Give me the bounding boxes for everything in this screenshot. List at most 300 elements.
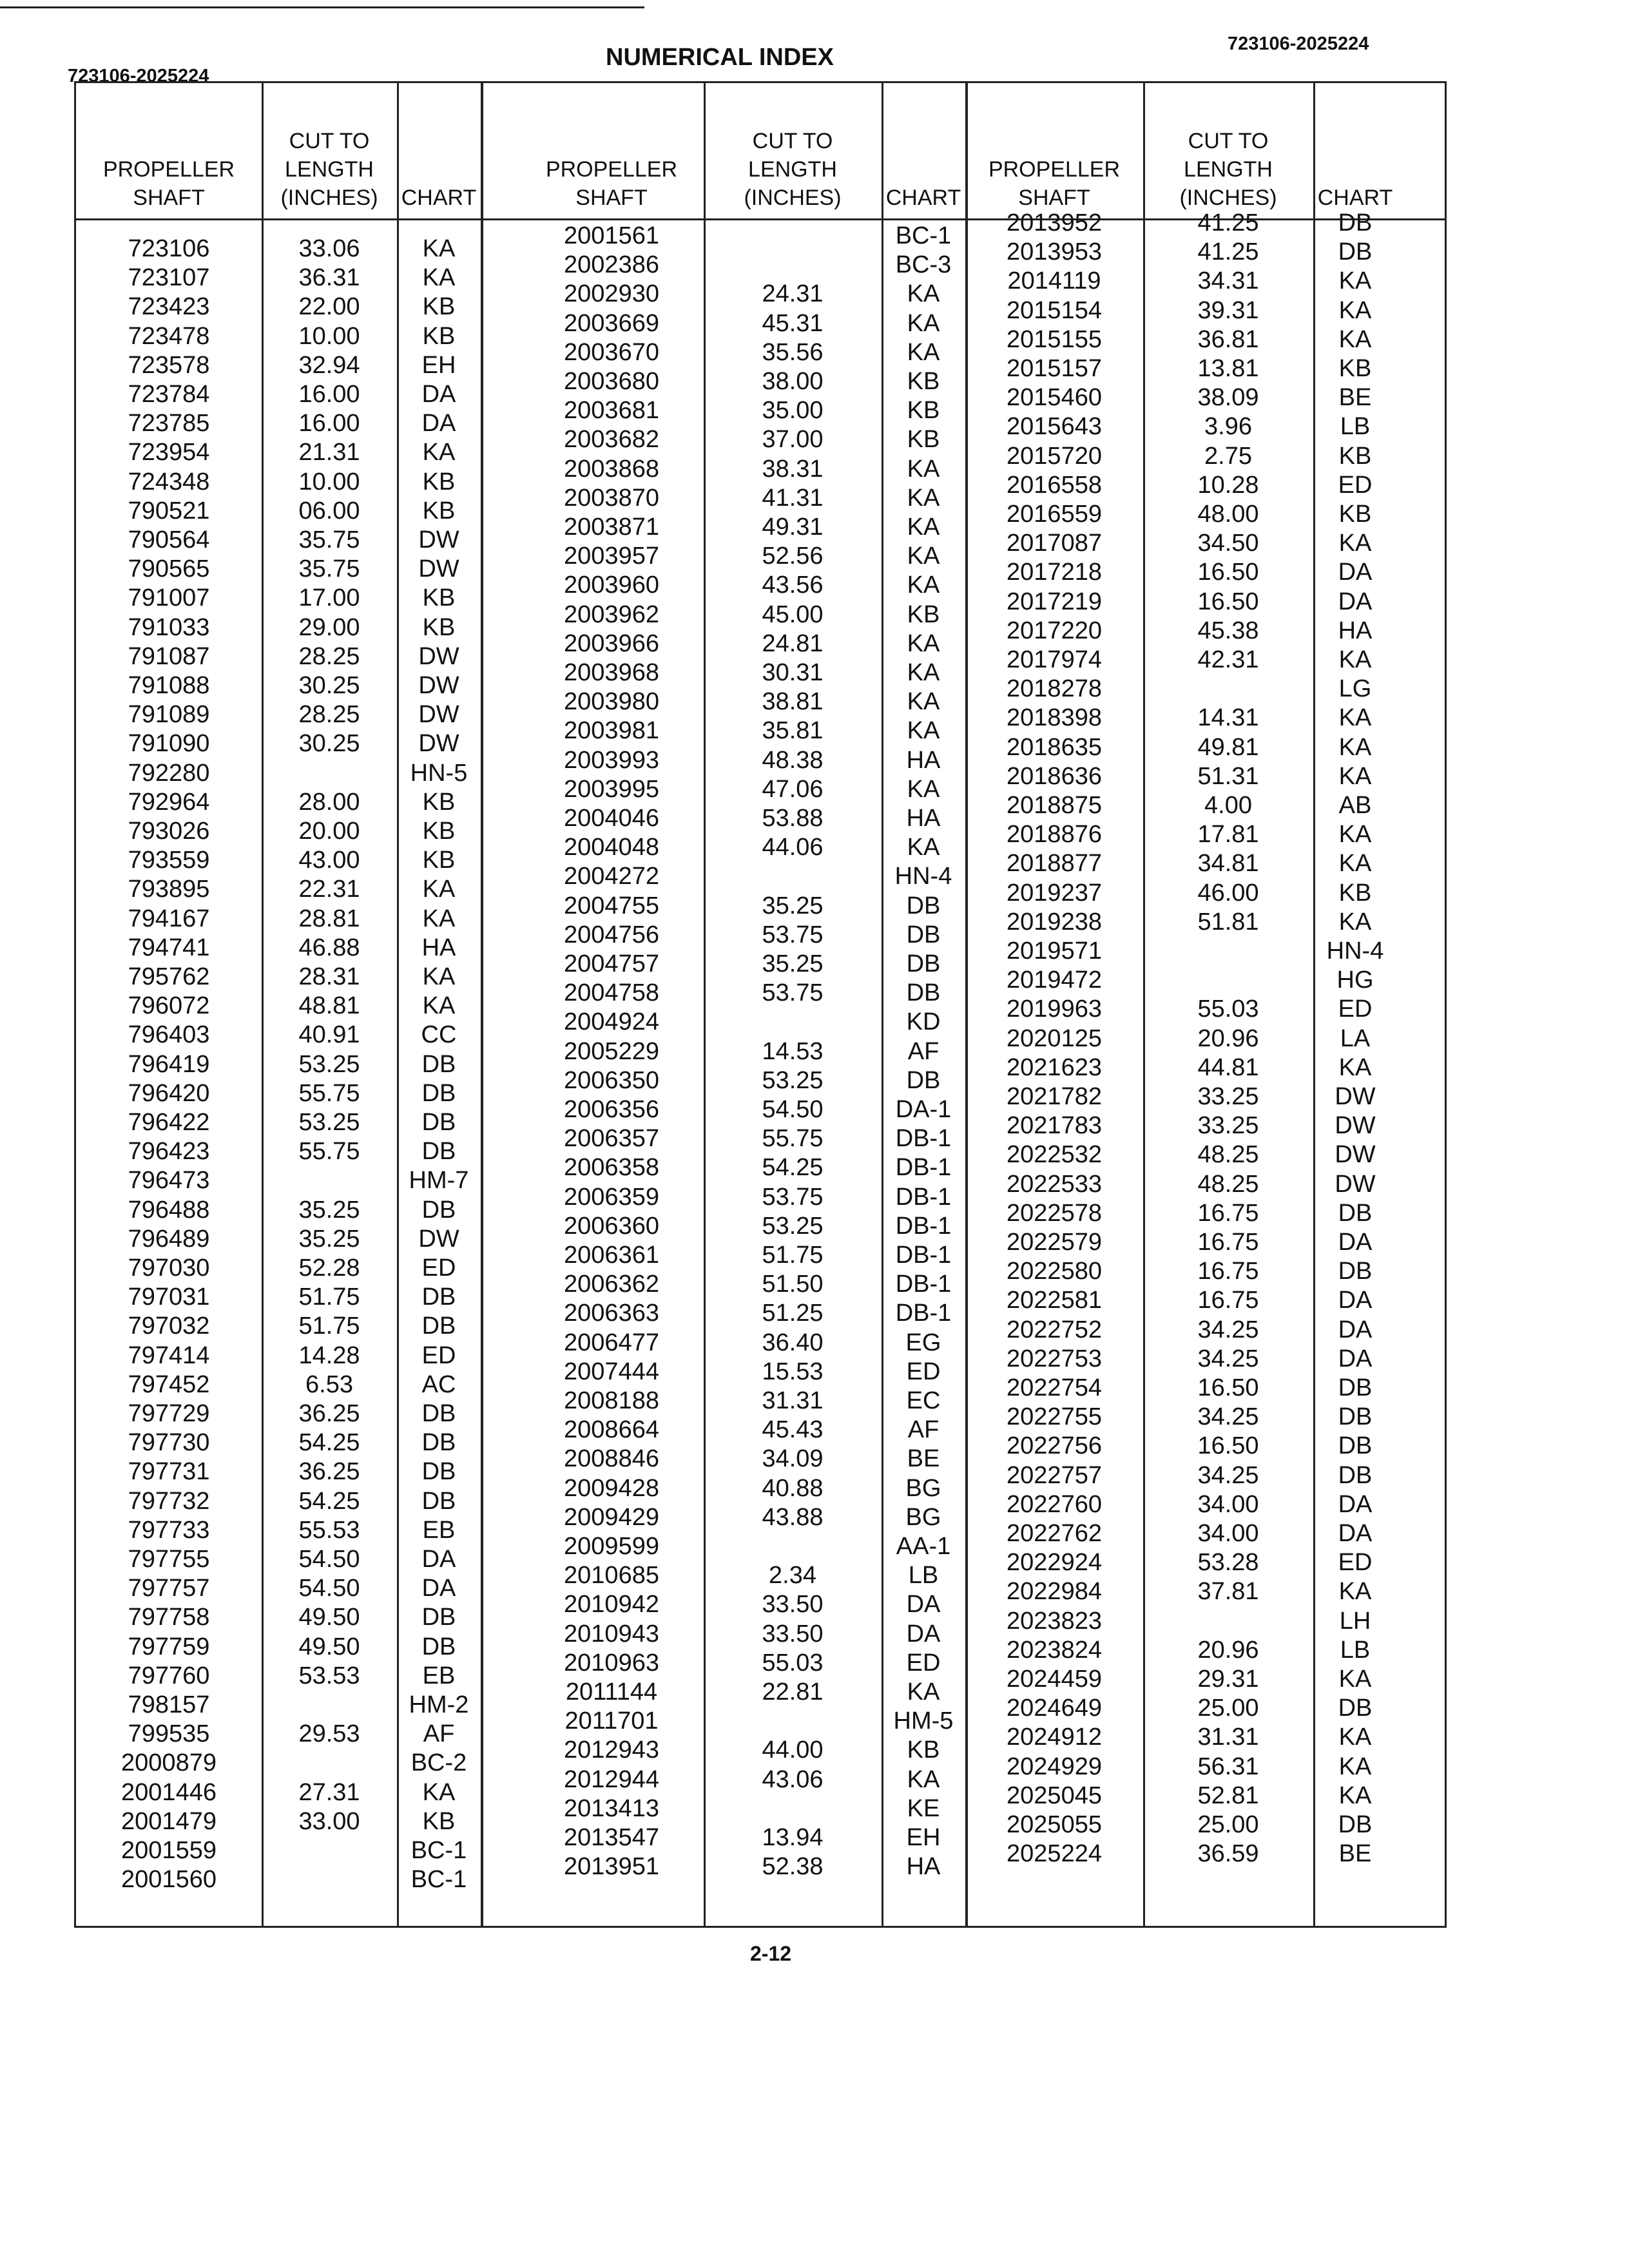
cut-length-cell: 51.50 [762,1271,824,1298]
header-propeller-shaft: PROPELLER SHAFT [988,157,1121,210]
propeller-shaft-cell: 796422 [128,1109,210,1136]
propeller-shaft-cell: 724348 [128,468,210,495]
cut-length-cell: 55.75 [298,1079,360,1107]
chart-cell: DB [421,1138,456,1166]
cut-length-cell: 43.00 [298,847,360,874]
cut-length-cell: 53.75 [762,921,824,948]
header-cut-to-length: CUT TO LENGTH (INCHES) [744,129,842,210]
chart-cell: ED [421,1254,456,1282]
cut-length-cell: 10.28 [1197,471,1259,499]
chart-cell: ED [1338,995,1373,1023]
chart-cell: DW [418,642,459,670]
chart-cell: KA [1338,733,1372,761]
chart-cell: KB [907,368,940,395]
propeller-shaft-cell: 2006363 [564,1300,659,1327]
propeller-shaft-cell: 2004046 [564,805,659,832]
propeller-shaft-cell: 2024929 [1007,1753,1102,1780]
propeller-shaft-cell: 2002386 [564,251,659,279]
propeller-shaft-cell: 723785 [128,410,210,437]
propeller-shaft-cell: 2006357 [564,1125,659,1153]
chart-cell: DW [418,701,459,729]
cut-length-cell: 35.75 [298,555,360,583]
numerical-index-table [74,81,1447,1928]
chart-cell: DA [906,1620,941,1648]
cut-length-cell: 16.00 [298,410,360,437]
chart-cell: KB [422,788,456,816]
propeller-shaft-cell: 2018398 [1007,704,1102,732]
cut-length-cell: 38.00 [762,368,824,395]
propeller-shaft-cell: 797757 [128,1575,210,1602]
propeller-shaft-cell: 2007444 [564,1358,659,1385]
propeller-shaft-cell: 796488 [128,1196,210,1224]
header-propeller-shaft: PROPELLER SHAFT [102,157,235,210]
cut-length-cell: 13.81 [1197,355,1259,382]
propeller-shaft-cell: 797759 [128,1633,210,1660]
chart-cell: EB [422,1516,456,1544]
header-range-left: 723106-2025224 [68,66,209,86]
cut-length-cell: 54.50 [298,1575,360,1602]
chart-cell: DB [1338,1258,1373,1285]
chart-cell: BE [1338,1840,1372,1868]
propeller-shaft-cell: 2006362 [564,1271,659,1298]
cut-length-cell: 16.50 [1197,559,1259,586]
chart-cell: DA [1338,588,1373,615]
propeller-shaft-cell: 2015720 [1007,442,1102,470]
cut-length-cell: 49.31 [762,514,824,541]
propeller-shaft-cell: 797758 [128,1604,210,1631]
chart-cell: DB [421,1079,456,1107]
chart-cell: ED [1338,1549,1373,1577]
cut-length-cell: 13.94 [762,1824,824,1851]
propeller-shaft-cell: 793026 [128,818,210,845]
cut-length-cell: 43.88 [762,1503,824,1531]
propeller-shaft-cell: 2019238 [1007,908,1102,936]
cut-length-cell: 34.00 [1197,1490,1259,1518]
cut-length-cell: 24.81 [762,629,824,657]
cut-length-cell: 30.25 [298,730,360,758]
chart-cell: DA [906,1591,941,1619]
chart-cell: KB [422,468,456,495]
propeller-shaft-cell: 2001560 [121,1866,217,1894]
chart-cell: BE [907,1445,940,1473]
propeller-shaft-cell: 2006360 [564,1212,659,1240]
cut-length-cell: 31.31 [762,1387,824,1414]
chart-cell: KA [907,572,940,599]
propeller-shaft-cell: 797414 [128,1341,210,1369]
cut-length-cell: 53.75 [762,1183,824,1211]
cut-length-cell: 54.25 [298,1487,360,1515]
propeller-shaft-cell: 2022752 [1007,1316,1102,1343]
propeller-shaft-cell: 797031 [128,1283,210,1311]
cut-length-cell: 54.25 [298,1429,360,1457]
propeller-shaft-cell: 797729 [128,1400,210,1427]
chart-cell: DB-1 [895,1125,952,1153]
cut-length-cell: 34.81 [1197,850,1259,878]
chart-cell: KE [907,1794,940,1822]
chart-cell: DB [421,1312,456,1340]
chart-cell: HM-7 [409,1167,469,1195]
cut-length-cell: 45.38 [1197,617,1259,644]
chart-cell: KA [1338,908,1372,936]
cut-length-cell: 2.34 [769,1562,816,1590]
propeller-shaft-cell: 796419 [128,1050,210,1078]
propeller-shaft-cell: 799535 [128,1720,210,1748]
chart-cell: DB [906,921,941,948]
chart-cell: KB [907,1736,940,1764]
cut-length-cell: 10.00 [298,468,360,495]
propeller-shaft-cell: 2008846 [564,1445,659,1473]
chart-cell: KA [422,264,456,292]
chart-cell: BG [905,1503,941,1531]
propeller-shaft-cell: 723578 [128,351,210,379]
propeller-shaft-cell: 796489 [128,1225,210,1253]
propeller-shaft-cell: 2015154 [1007,296,1102,324]
cut-length-cell: 21.31 [298,439,360,466]
chart-cell: KB [422,584,456,612]
chart-cell: KB [422,613,456,641]
chart-cell: KB [422,322,456,350]
chart-cell: DA [1338,1520,1373,1547]
propeller-shaft-cell: 2018278 [1007,675,1102,703]
cut-length-cell: 24.31 [762,280,824,308]
propeller-shaft-cell: 2015157 [1007,355,1102,382]
cut-length-cell: 4.00 [1204,792,1252,819]
chart-cell: AB [1338,792,1372,819]
propeller-shaft-cell: 794167 [128,905,210,932]
chart-cell: DA [1338,1287,1373,1314]
propeller-shaft-cell: 2021782 [1007,1083,1102,1110]
propeller-shaft-cell: 797731 [128,1458,210,1486]
propeller-shaft-cell: 2013951 [564,1853,659,1881]
propeller-shaft-cell: 2008188 [564,1387,659,1414]
propeller-shaft-cell: 796420 [128,1079,210,1107]
chart-cell: LG [1338,675,1372,703]
chart-cell: DA-1 [895,1096,952,1123]
propeller-shaft-cell: 795762 [128,963,210,990]
cut-length-cell: 41.31 [762,484,824,512]
cut-length-cell: 35.56 [762,338,824,366]
chart-cell: DW [1335,1170,1376,1198]
cut-length-cell: 17.81 [1197,821,1259,849]
cut-length-cell: 44.81 [1197,1053,1259,1081]
propeller-shaft-cell: 2013413 [564,1794,659,1822]
chart-cell: KB [1338,501,1372,528]
cut-length-cell: 22.00 [298,293,360,321]
cut-length-cell: 16.75 [1197,1229,1259,1256]
cut-length-cell: 37.81 [1197,1578,1259,1606]
chart-cell: DA [1338,1229,1373,1256]
cut-length-cell: 29.31 [1197,1666,1259,1693]
propeller-shaft-cell: 2025224 [1007,1840,1102,1868]
cut-length-cell: 39.31 [1197,296,1259,324]
chart-cell: DA [421,410,456,437]
cut-length-cell: 53.28 [1197,1549,1259,1577]
propeller-shaft-cell: 2004757 [564,950,659,977]
cut-length-cell: 37.00 [762,426,824,454]
chart-cell: KA [1338,704,1372,732]
propeller-shaft-cell: 2024459 [1007,1666,1102,1693]
chart-cell: DB [421,1429,456,1457]
chart-cell: KA [1338,1666,1372,1693]
propeller-shaft-cell: 791089 [128,701,210,729]
propeller-shaft-cell: 2003980 [564,688,659,716]
propeller-shaft-cell: 2003962 [564,601,659,628]
cut-length-cell: 22.31 [298,876,360,903]
propeller-shaft-cell: 2010942 [564,1591,659,1619]
propeller-shaft-cell: 723107 [128,264,210,292]
cut-length-cell: 41.25 [1197,209,1259,236]
chart-cell: KA [907,1765,940,1793]
chart-cell: KB [907,426,940,454]
cut-length-cell: 38.09 [1197,384,1259,412]
propeller-shaft-cell: 2009429 [564,1503,659,1531]
chart-cell: DB [906,979,941,1007]
chart-cell: KB [422,497,456,524]
cut-length-cell: 33.50 [762,1591,824,1619]
chart-cell: DB [1338,209,1373,236]
chart-cell: BG [905,1474,941,1502]
chart-cell: DW [418,730,459,758]
chart-cell: HA [906,746,941,774]
cut-length-cell: 31.31 [1197,1724,1259,1751]
cut-length-cell: 28.25 [298,642,360,670]
chart-cell: KA [907,629,940,657]
chart-cell: KA [907,543,940,570]
cut-length-cell: 16.75 [1197,1258,1259,1285]
propeller-shaft-cell: 797760 [128,1662,210,1689]
chart-cell: AF [423,1720,455,1748]
chart-cell: KA [1338,1724,1372,1751]
propeller-shaft-cell: 792964 [128,788,210,816]
propeller-shaft-cell: 2022755 [1007,1403,1102,1431]
propeller-shaft-cell: 796072 [128,992,210,1020]
cut-length-cell: 51.25 [762,1300,824,1327]
chart-cell: HA [421,934,456,961]
propeller-shaft-cell: 791033 [128,613,210,641]
chart-cell: DB-1 [895,1271,952,1298]
cut-length-cell: 10.00 [298,322,360,350]
chart-cell: KB [1338,355,1372,382]
propeller-shaft-cell: 2021783 [1007,1112,1102,1140]
cut-length-cell: 33.25 [1197,1083,1259,1110]
cut-length-cell: 6.53 [305,1370,353,1398]
propeller-shaft-cell: 2003870 [564,484,659,512]
chart-cell: DB [421,1196,456,1224]
cut-length-cell: 54.25 [762,1154,824,1182]
cut-length-cell: 53.25 [762,1066,824,1094]
propeller-shaft-cell: 2006350 [564,1066,659,1094]
chart-cell: KA [422,905,456,932]
cut-length-cell: 55.53 [298,1516,360,1544]
chart-cell: DB-1 [895,1300,952,1327]
cut-length-cell: 17.00 [298,584,360,612]
chart-cell: DB [906,1066,941,1094]
cut-length-cell: 52.38 [762,1853,824,1881]
chart-cell: KA [422,439,456,466]
chart-cell: KB [1338,442,1372,470]
propeller-shaft-cell: 2011701 [564,1707,659,1735]
chart-cell: KB [422,818,456,845]
chart-cell: KB [422,293,456,321]
cut-length-cell: 53.25 [762,1212,824,1240]
cut-length-cell: 53.75 [762,979,824,1007]
propeller-shaft-cell: 792280 [128,759,210,787]
cut-length-cell: 33.06 [298,235,360,262]
chart-cell: KA [907,514,940,541]
chart-cell: KB [907,601,940,628]
cut-length-cell: 51.75 [298,1312,360,1340]
chart-cell: KA [1338,530,1372,557]
chart-cell: HN-4 [894,863,952,890]
propeller-shaft-cell: 2006358 [564,1154,659,1182]
propeller-shaft-cell: 2014119 [1007,267,1101,295]
chart-cell: KA [907,338,940,366]
chart-cell: KA [422,235,456,262]
chart-cell: DB [421,1458,456,1486]
propeller-shaft-cell: 2003871 [564,514,659,541]
cut-length-cell: 16.50 [1197,1432,1259,1460]
chart-cell: EG [905,1329,941,1356]
propeller-shaft-cell: 2009428 [564,1474,659,1502]
cut-length-cell: 28.00 [298,788,360,816]
cut-length-cell: 51.75 [298,1283,360,1311]
chart-cell: EB [422,1662,456,1689]
header-cut-to-length: CUT TO LENGTH (INCHES) [280,129,378,210]
chart-cell: DW [1335,1083,1376,1110]
cut-length-cell: 56.31 [1197,1753,1259,1780]
propeller-shaft-cell: 2021623 [1007,1053,1102,1081]
propeller-shaft-cell: 723954 [128,439,210,466]
propeller-shaft-cell: 797755 [128,1546,210,1573]
chart-cell: KB [422,1807,456,1835]
chart-cell: KA [422,876,456,903]
propeller-shaft-cell: 2003957 [564,543,659,570]
chart-cell: DB [906,892,941,919]
chart-cell: DB [1338,1432,1373,1460]
chart-cell: DW [418,1225,459,1253]
chart-cell: DB [421,1604,456,1631]
propeller-shaft-cell: 2003669 [564,309,659,337]
header-cut-to-length: CUT TO LENGTH (INCHES) [1179,129,1277,210]
propeller-shaft-cell: 2025045 [1007,1782,1102,1809]
cut-length-cell: 3.96 [1204,413,1252,441]
chart-cell: KA [907,455,940,483]
cut-length-cell: 55.75 [298,1138,360,1166]
chart-cell: DA [1338,1316,1373,1343]
chart-cell: KA [1338,325,1372,353]
propeller-shaft-cell: 2003981 [564,717,659,745]
chart-cell: DA [421,381,456,408]
chart-cell: DB-1 [895,1154,952,1182]
cut-length-cell: 51.31 [1197,762,1259,790]
chart-cell: DB [1338,1695,1373,1722]
propeller-shaft-cell: 723423 [128,293,210,321]
propeller-shaft-cell: 2003681 [564,397,659,425]
chart-cell: DA [1338,1345,1373,1372]
chart-cell: KA [907,1678,940,1706]
cut-length-cell: 52.56 [762,543,824,570]
chart-cell: KA [907,280,940,308]
cut-length-cell: 53.53 [298,1662,360,1689]
page-title: NUMERICAL INDEX [606,44,834,71]
propeller-shaft-cell: 2022757 [1007,1461,1102,1489]
cut-length-cell: 44.06 [762,834,824,861]
chart-cell: DB [421,1487,456,1515]
chart-cell: DB-1 [895,1212,952,1240]
cut-length-cell: 16.75 [1197,1199,1259,1227]
propeller-shaft-cell: 790565 [128,555,210,583]
cut-length-cell: 16.50 [1197,588,1259,615]
cut-length-cell: 38.81 [762,688,824,716]
chart-cell: HM-2 [409,1691,469,1718]
chart-cell: DW [1335,1112,1376,1140]
cut-length-cell: 48.25 [1197,1141,1259,1169]
propeller-shaft-cell: 793559 [128,847,210,874]
cut-length-cell: 34.09 [762,1445,824,1473]
propeller-shaft-cell: 2012943 [564,1736,659,1764]
cut-length-cell: 16.00 [298,381,360,408]
cut-length-cell: 38.31 [762,455,824,483]
cut-length-cell: 36.25 [298,1458,360,1486]
chart-cell: ED [906,1358,941,1385]
cut-length-cell: 06.00 [298,497,360,524]
propeller-shaft-cell: 2004755 [564,892,659,919]
chart-cell: DB [906,950,941,977]
chart-cell: DB [421,1050,456,1078]
propeller-shaft-cell: 2004048 [564,834,659,861]
chart-cell: DB-1 [895,1242,952,1269]
propeller-shaft-cell: 2003682 [564,426,659,454]
propeller-shaft-cell: 2013953 [1007,238,1102,266]
propeller-shaft-cell: 723784 [128,381,210,408]
propeller-shaft-cell: 2018875 [1007,792,1102,819]
chart-cell: AF [907,1416,940,1444]
chart-cell: DB [1338,1403,1373,1431]
propeller-shaft-cell: 2022578 [1007,1199,1102,1227]
chart-cell: AA-1 [896,1533,951,1560]
cut-length-cell: 36.81 [1197,325,1259,353]
cut-length-cell: 25.00 [1197,1811,1259,1838]
cut-length-cell: 34.25 [1197,1403,1259,1431]
cut-length-cell: 44.00 [762,1736,824,1764]
propeller-shaft-cell: 2004272 [564,863,659,890]
propeller-shaft-cell: 2010685 [564,1562,659,1590]
propeller-shaft-cell: 2003968 [564,659,659,686]
chart-cell: DW [418,526,459,553]
chart-cell: DB [421,1109,456,1136]
chart-cell: KA [1338,296,1372,324]
cut-length-cell: 25.00 [1197,1695,1259,1722]
cut-length-cell: 15.53 [762,1358,824,1385]
propeller-shaft-cell: 2001446 [121,1778,217,1806]
propeller-shaft-cell: 2003993 [564,746,659,774]
propeller-shaft-cell: 2003995 [564,775,659,803]
cut-length-cell: 32.94 [298,351,360,379]
cut-length-cell: 49.50 [298,1604,360,1631]
propeller-shaft-cell: 2002930 [564,280,659,308]
chart-cell: AF [907,1037,940,1065]
chart-cell: AC [421,1370,456,1398]
header-chart: CHART [401,186,477,210]
cut-length-cell: 55.03 [762,1649,824,1677]
chart-cell: DB [421,1400,456,1427]
propeller-shaft-cell: 2001479 [121,1807,217,1835]
page-number: 2-12 [750,1942,792,1965]
cut-length-cell: 45.43 [762,1416,824,1444]
propeller-shaft-cell: 2022580 [1007,1258,1102,1285]
propeller-shaft-cell: 2010943 [564,1620,659,1648]
propeller-shaft-cell: 2001561 [564,222,659,249]
